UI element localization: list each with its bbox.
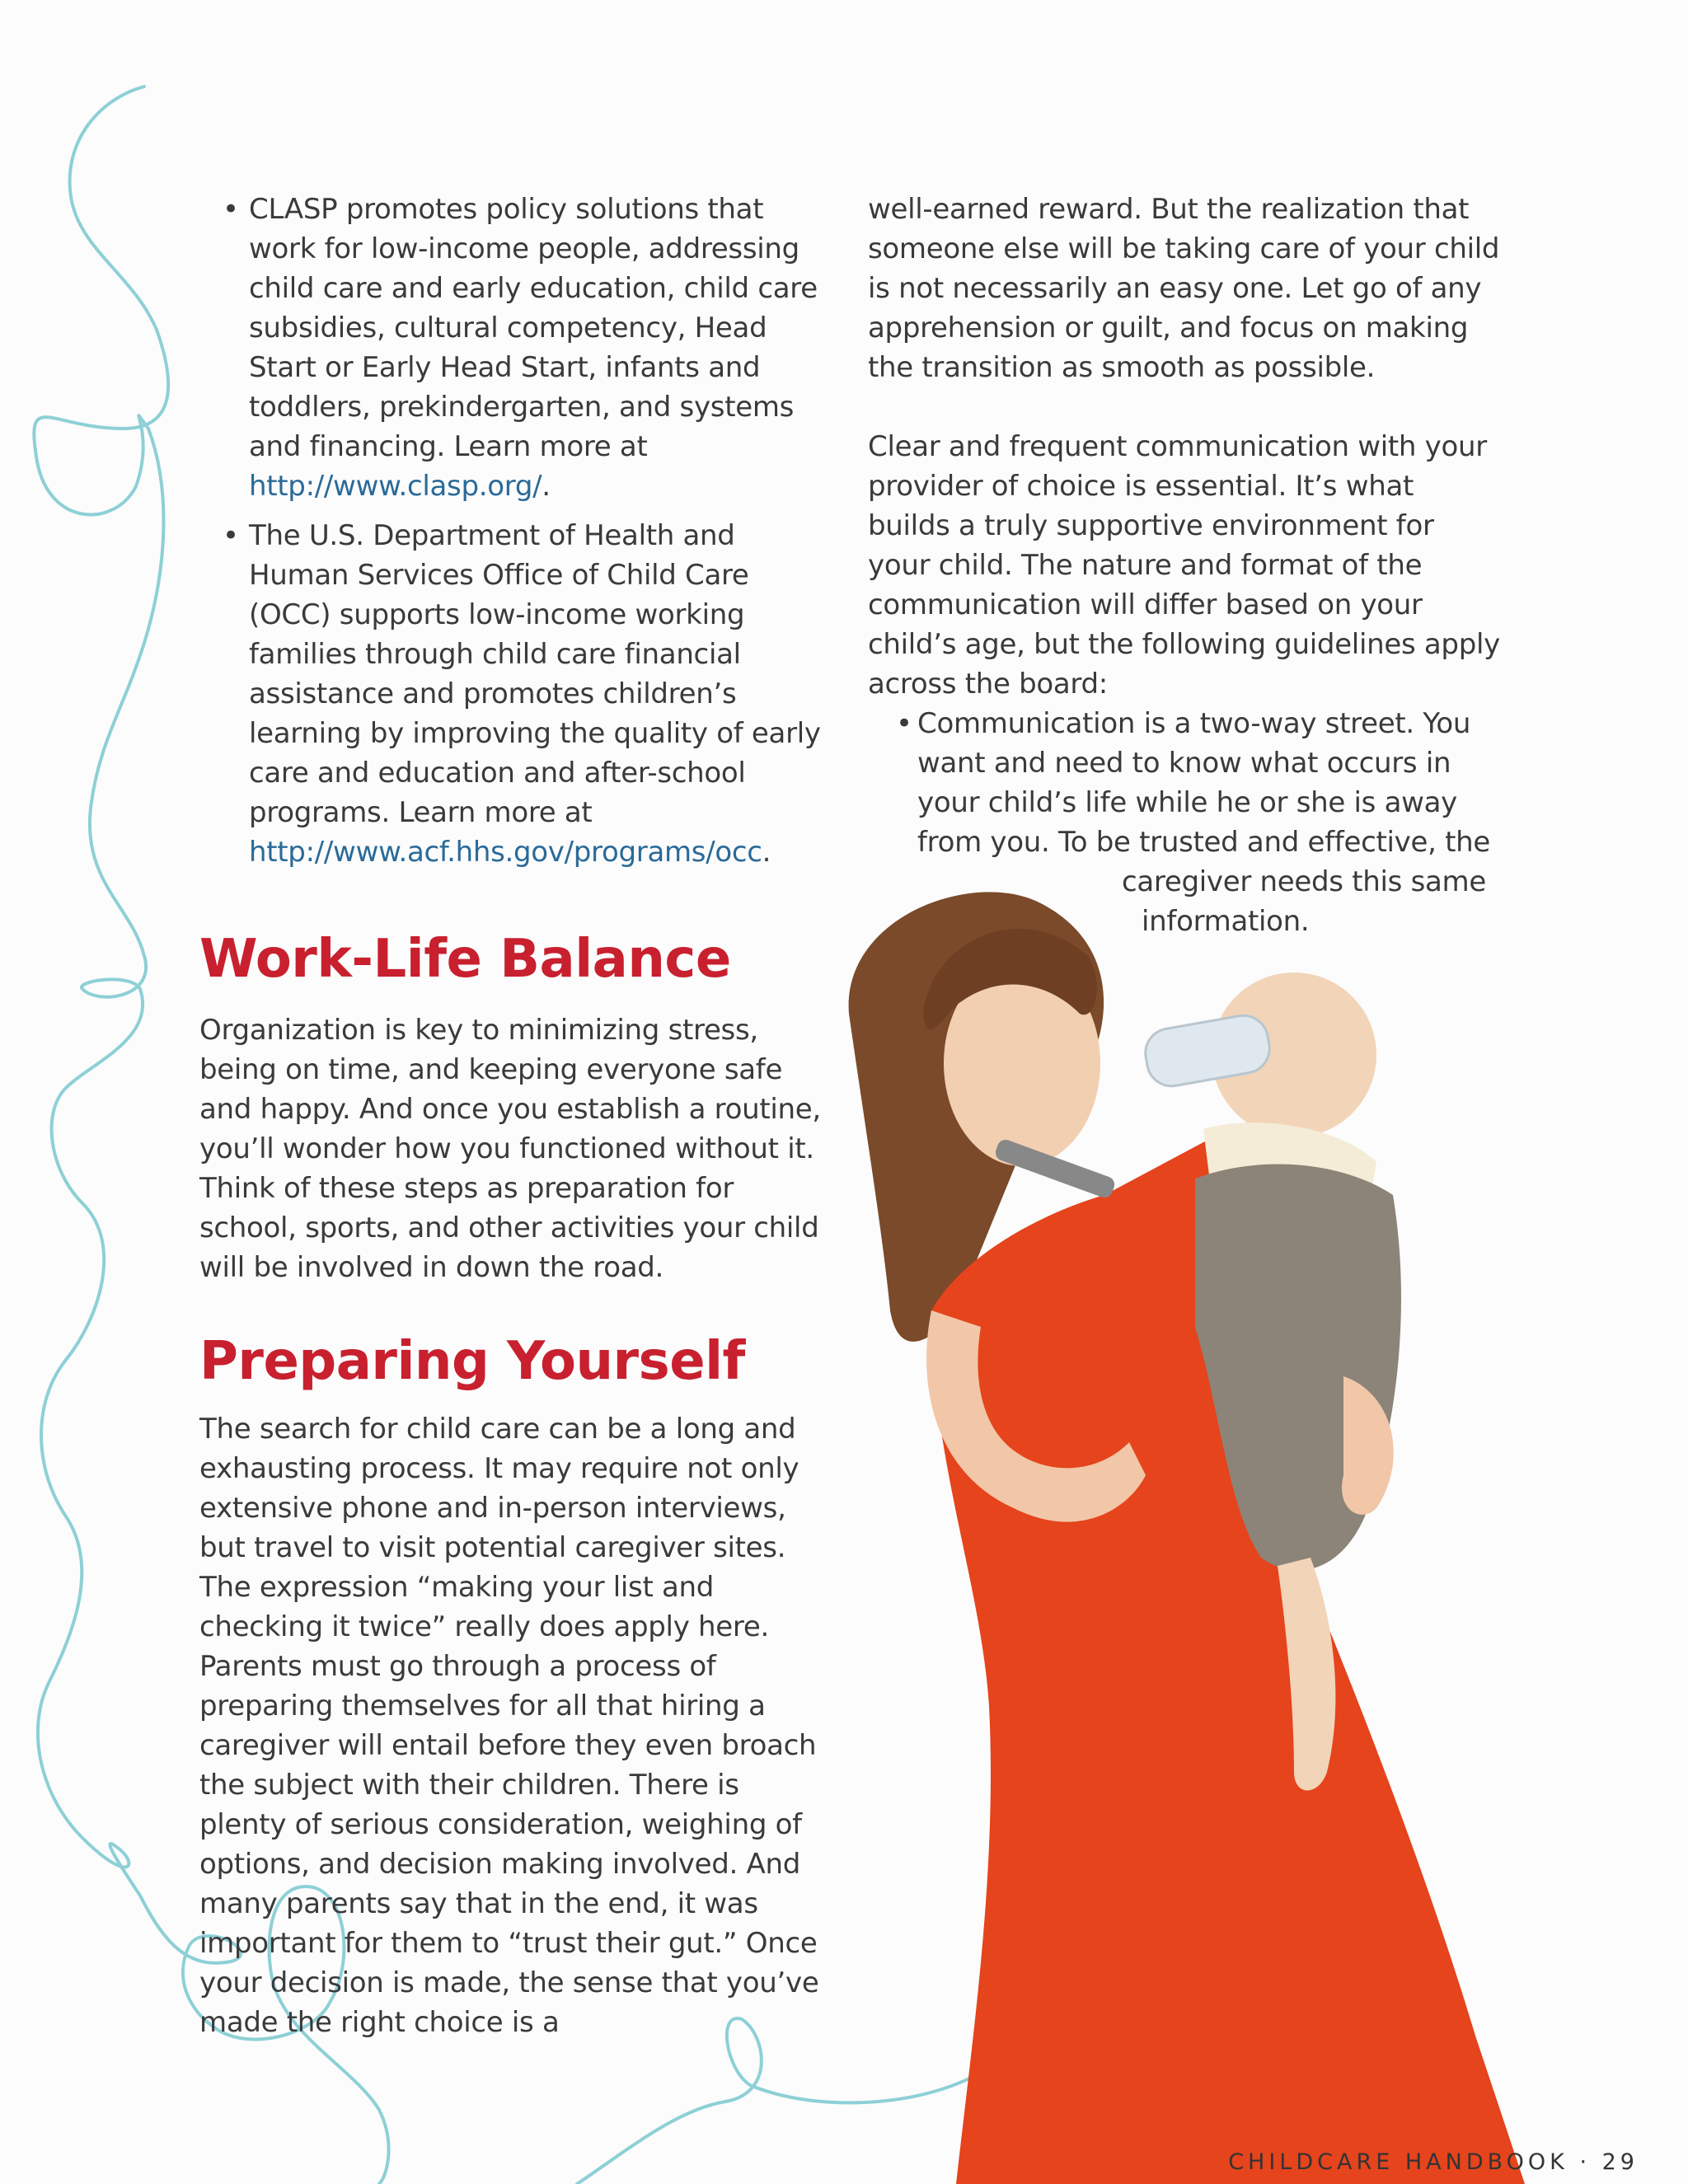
list-item-occ: • The U.S. Department of Health and Human Services Office of Child Care (OCC) supports low-income working families through child care financial assistance and promotes children’s learning by improving the quality of early care and education and after-school programs. Learn more at http://www.acf.hhs.gov/programs/occ. [199, 516, 834, 872]
work-life-heading: Work-Life Balance [199, 929, 731, 990]
preparing-heading: Preparing Yourself [199, 1331, 745, 1392]
mother-feeding-baby-photo [832, 882, 1624, 2184]
reward-paragraph: well-earned reward. But the realization that someone else will be taking care of your child is not necessarily an easy one. Let go of any apprehension or guilt, and focus on making the transition as smooth as possible. [868, 193, 1500, 384]
work-life-body: Organization is key to minimizing stress, being on time, and keeping everyone safe and happy. And once you establish a routine, you’ll wonder how you functioned without it. Think of these steps as preparation for school, sports, and other activities your child will be involved in down the road. [199, 1014, 821, 1284]
occ-link[interactable]: http://www.acf.hhs.gov/programs/occ [249, 836, 762, 869]
list-item-communication: • Communication is a two-way street. You want and need to know what occurs in your child’s life while he or she is away from you. To be trusted and effective, the caregiver needs this same information. [868, 704, 1503, 941]
communication-paragraph: Clear and frequent communication with your provider of choice is essential. It’s what builds a truly supportive environment for your child. The nature and format of the communication will differ based on your child’s age, but the following guidelines apply across the board: [868, 430, 1500, 701]
resource-list [199, 190, 834, 872]
clasp-link[interactable]: http://www.clasp.org/ [249, 470, 542, 503]
left-column [199, 190, 834, 2042]
right-column [868, 190, 1503, 951]
list-item-clasp: • CLASP promotes policy solutions that work for low-income people, addressing child care and early education, child care subsidies, cultural competency, Head Start or Early Head Start, infants and toddlers, prekindergarten, and systems and financing. Learn more at http://www.clasp.org/. [199, 190, 834, 506]
page-footer: CHILDCARE HANDBOOK · 29 [1228, 2149, 1639, 2175]
preparing-body: The search for child care can be a long and exhausting process. It may require not only extensive phone and in-person interviews, but travel to visit potential caregiver sites. The expression “making your list and checking it twice” really does apply here. Parents must go through a process of preparing themselves for all that hiring a caregiver will entail before they even broach the subject with their children. There is plenty of serious consideration, weighing of options, and decision making involved. And many parents say that in the end, it was important for them to “trust their gut.” Once your decision is made, the sense that you’ve made the right choice is a [199, 1413, 819, 2039]
